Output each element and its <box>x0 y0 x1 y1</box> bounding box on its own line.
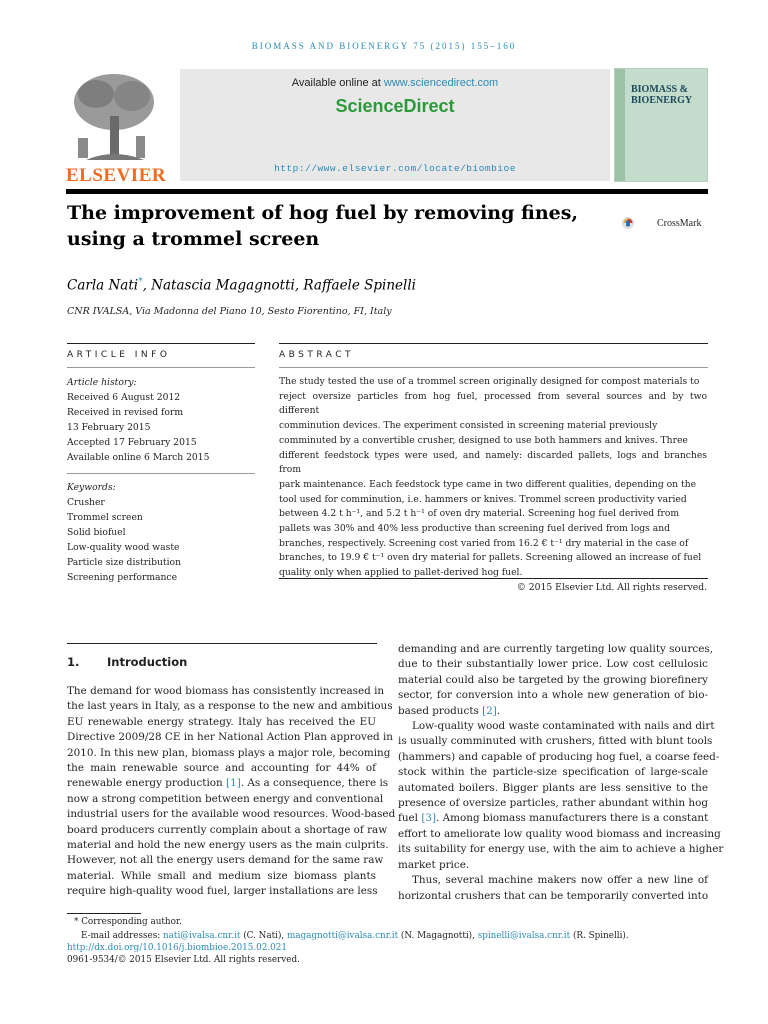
history-item: Available online 6 March 2015 <box>67 452 210 463</box>
email-owner: (N. Magagnotti), <box>398 931 478 941</box>
cover-title-line2: BIOENERGY <box>631 95 693 106</box>
author-list <box>67 277 416 294</box>
body-line <box>67 838 389 853</box>
body-text-segment: automated boilers. Bigger plants are less sensitive to the <box>398 781 708 794</box>
body-line <box>67 746 391 761</box>
body-text-segment: material and hold the new energy users as the main culprits. <box>67 839 389 852</box>
footnote-rule <box>67 913 141 914</box>
history-item: Accepted 17 February 2015 <box>67 437 197 448</box>
corresponding-note: * Corresponding author. <box>74 917 182 927</box>
body-text-segment: Thus, several machine makers now offer a new line of <box>412 874 708 887</box>
body-line <box>398 750 720 765</box>
keywords-rule <box>67 473 255 474</box>
email-link[interactable]: magagnotti@ivalsa.cnr.it <box>287 931 399 941</box>
article-history <box>67 375 257 465</box>
abstract-line: branches, to 19.9 € t⁻¹ oven dry material for pallets. Screening allowed an increase of fuel <box>279 552 702 564</box>
section-title: Introduction <box>107 655 188 669</box>
crossmark-label[interactable]: CrossMark <box>657 218 702 229</box>
abstract-line: reject oversize particles from hog fuel, processed from several sources and by two different <box>279 390 707 417</box>
body-text-segment: renewable energy production <box>67 777 227 790</box>
abstract-line: park maintenance. Each feedstock type came in two different qualities, depending on the <box>279 478 697 490</box>
abstract-line: pallets was 30% and 40% less productive than screening fuel derived from logs and <box>279 523 671 535</box>
journal-cover-title <box>631 84 705 106</box>
email-link[interactable]: nati@ivalsa.cnr.it <box>163 931 241 941</box>
body-line <box>398 827 721 842</box>
abstract-line: between 4.2 t h⁻¹, and 5.2 t h⁻¹ of oven dry material. Screening hog fuel derived from <box>279 508 680 520</box>
body-line <box>67 684 385 699</box>
abstract-body <box>279 375 707 596</box>
body-line <box>398 858 708 873</box>
body-line <box>67 730 393 745</box>
body-line <box>67 823 388 838</box>
body-text-segment: material could also be targeted by the growing biorefinery <box>398 673 708 686</box>
body-text-segment: Low-quality wood waste contaminated with nails and dirt <box>412 720 715 733</box>
abstract-rule <box>279 343 708 344</box>
email-owner: (C. Nati), <box>240 931 287 941</box>
header-divider <box>66 189 708 194</box>
sciencedirect-link[interactable]: www.sciencedirect.com <box>383 77 499 89</box>
email-label: E-mail addresses: <box>81 931 163 941</box>
body-text-segment: board producers currently complain about a shortage of raw <box>67 823 388 836</box>
body-line <box>398 642 714 657</box>
body-text-segment: horizontal crushers that can be temporarily converted into <box>398 889 709 902</box>
keyword: Low-quality wood waste <box>67 542 180 553</box>
article-info-heading: ARTICLE INFO <box>67 350 171 360</box>
abstract-copyright: © 2015 Elsevier Ltd. All rights reserved. <box>516 581 707 593</box>
author-names-rest: , Natascia Magagnotti, Raffaele Spinelli <box>142 277 417 294</box>
keyword: Screening performance <box>67 572 178 583</box>
body-text-segment: the last years in Italy, as a response to the new and ambitious <box>67 700 393 713</box>
body-text-segment: market price. <box>398 858 470 871</box>
keyword: Trommel screen <box>67 512 143 523</box>
keyword: Crusher <box>67 497 105 508</box>
abstract-line: The study tested the use of a trommel screen originally designed for compost materials to <box>279 376 700 387</box>
article-title <box>67 200 607 252</box>
body-text-segment: based products <box>398 704 483 717</box>
body-line <box>67 853 384 868</box>
section-number: 1. <box>67 655 80 669</box>
body-line <box>398 657 708 672</box>
crossmark-icon[interactable] <box>622 206 656 240</box>
abstract-line: comminuted by a convertible crusher, designed to use both hammers and knives. Three <box>279 434 688 446</box>
publisher-wordmark[interactable]: ELSEVIER <box>66 165 167 186</box>
intro-left-column <box>67 684 396 900</box>
body-text-segment: its suitability for energy use, with the aim to achieve a higher <box>398 843 724 856</box>
body-line <box>398 811 708 826</box>
body-text-segment: . Among biomass manufacturers there is a constant <box>436 812 709 825</box>
body-text-segment: material. While small and medium size biomass plants <box>67 869 376 882</box>
body-text-segment: stock within the particle-size specification of large-scale <box>398 766 708 779</box>
citation-link[interactable]: [3] <box>421 812 437 825</box>
keyword: Particle size distribution <box>67 557 181 568</box>
keyword: Solid biofuel <box>67 527 126 538</box>
body-text-segment: . As a consequence, there is <box>240 777 389 790</box>
body-text-segment: require high-quality wood fuel, larger installations are less <box>67 885 378 898</box>
title-line1: The improvement of hog fuel by removing fines, <box>67 202 579 224</box>
intro-right-column <box>398 642 724 904</box>
body-line <box>67 792 384 807</box>
body-line <box>67 761 376 776</box>
body-text-segment: is usually comminuted with crushers, fitted with blunt tools <box>398 735 713 748</box>
body-line <box>398 719 715 734</box>
cover-title-line1: BIOMASS & <box>631 84 688 95</box>
sciencedirect-logo[interactable]: ScienceDirect <box>335 96 455 116</box>
body-text-segment: effort to ameliorate low quality wood biomass and increasing <box>398 827 721 840</box>
body-line <box>398 734 713 749</box>
citation-link[interactable]: [1] <box>226 777 241 790</box>
history-item: Received in revised form <box>67 407 184 418</box>
body-line <box>398 889 708 904</box>
body-text-segment: 2010. In this new plan, biomass plays a major role, becoming <box>67 746 391 759</box>
body-text-segment: demanding and are currently targeting low quality sources, <box>398 643 714 655</box>
journal-reference: BIOMASS AND BIOENERGY 75 (2015) 155–160 <box>251 41 517 51</box>
title-line2: using a trommel screen <box>67 228 320 250</box>
abstract-line: tool used for comminution, i.e. hammers or knives. Trommel screen productivity varied <box>279 493 687 505</box>
body-text-segment: now a strong competition between energy and conventional <box>67 792 384 805</box>
abstract-heading: ABSTRACT <box>279 350 355 360</box>
intro-rule <box>67 643 377 644</box>
keywords-label: Keywords: <box>67 482 116 493</box>
body-text-segment: fuel <box>398 812 422 825</box>
article-info-rule <box>67 343 255 344</box>
body-line <box>398 781 708 796</box>
abstract-line: branches, respectively. Screening cost varied from 16.2 € t⁻¹ dry material in the case of <box>279 537 689 549</box>
body-text-segment: However, not all the energy users demand for the same raw <box>67 854 384 867</box>
body-line <box>67 715 376 730</box>
body-text-segment: industrial users for the available wood resources. Wood-based <box>67 808 396 821</box>
body-text-segment: The demand for wood biomass has consistently increased in <box>67 685 385 697</box>
body-text-segment: (hammers) and capable of producing hog fuel, a coarse feed- <box>398 750 720 763</box>
body-text-segment: the main renewable source and accounting for 44% of <box>67 762 376 775</box>
body-line <box>67 884 376 899</box>
abstract-line: different feedstock types were used, and namely: discarded pallets, logs and branches from <box>279 449 707 476</box>
body-text-segment: presence of oversize particles, rather abundant within hog <box>398 797 708 810</box>
body-line <box>67 699 393 714</box>
body-text-segment: EU renewable energy strategy. Italy has received the EU <box>67 715 376 728</box>
body-text-segment: Directive 2009/28 CE in her National Action Plan approved in <box>67 731 393 744</box>
abstract-line: quality only when applied to pallet-derived hog fuel. <box>279 567 523 579</box>
affiliation: CNR IVALSA, Via Madonna del Piano 10, Sesto Fiorentino, FI, Italy <box>67 306 392 317</box>
abstract-rule-2 <box>279 367 708 368</box>
author-name[interactable]: Carla Nati <box>67 277 139 294</box>
availability-line <box>180 77 610 89</box>
body-line <box>398 673 708 688</box>
corresponding-marker[interactable]: * <box>138 277 143 287</box>
email-line <box>81 930 711 942</box>
body-line <box>398 765 708 780</box>
body-line <box>398 796 708 811</box>
email-link[interactable]: spinelli@ivalsa.cnr.it <box>477 931 571 941</box>
email-owner: (R. Spinelli). <box>570 931 629 941</box>
issn-line: 0961-9534/© 2015 Elsevier Ltd. All rights reserved. <box>67 955 300 965</box>
body-line <box>398 688 708 703</box>
body-text-segment: sector, for conversion into a whole new generation of bio- <box>398 689 708 702</box>
citation-link[interactable]: [2] <box>482 704 497 717</box>
article-info-rule-2 <box>67 367 255 368</box>
doi-link[interactable]: http://dx.doi.org/10.1016/j.biombioe.2015.02.021 <box>67 943 287 953</box>
body-line <box>398 704 708 719</box>
availability-prefix: Available online at <box>291 77 384 89</box>
body-line <box>398 842 724 857</box>
abstract-line: comminution devices. The experiment consisted in screening material previously <box>279 420 658 432</box>
body-line <box>398 873 708 888</box>
body-text-segment: due to their substantially lower price. Low cost cellulosic <box>398 658 708 671</box>
body-line <box>67 869 376 884</box>
history-item: Received 6 August 2012 <box>67 392 181 403</box>
keywords-list <box>67 480 257 585</box>
history-label: Article history: <box>67 377 137 388</box>
body-line <box>67 807 396 822</box>
body-line <box>67 776 389 791</box>
abstract-bottom-rule <box>279 578 708 579</box>
body-text-segment: . <box>496 704 501 717</box>
history-item: 13 February 2015 <box>67 422 151 433</box>
journal-homepage-link[interactable]: http://www.elsevier.com/locate/biombioe <box>274 163 516 174</box>
